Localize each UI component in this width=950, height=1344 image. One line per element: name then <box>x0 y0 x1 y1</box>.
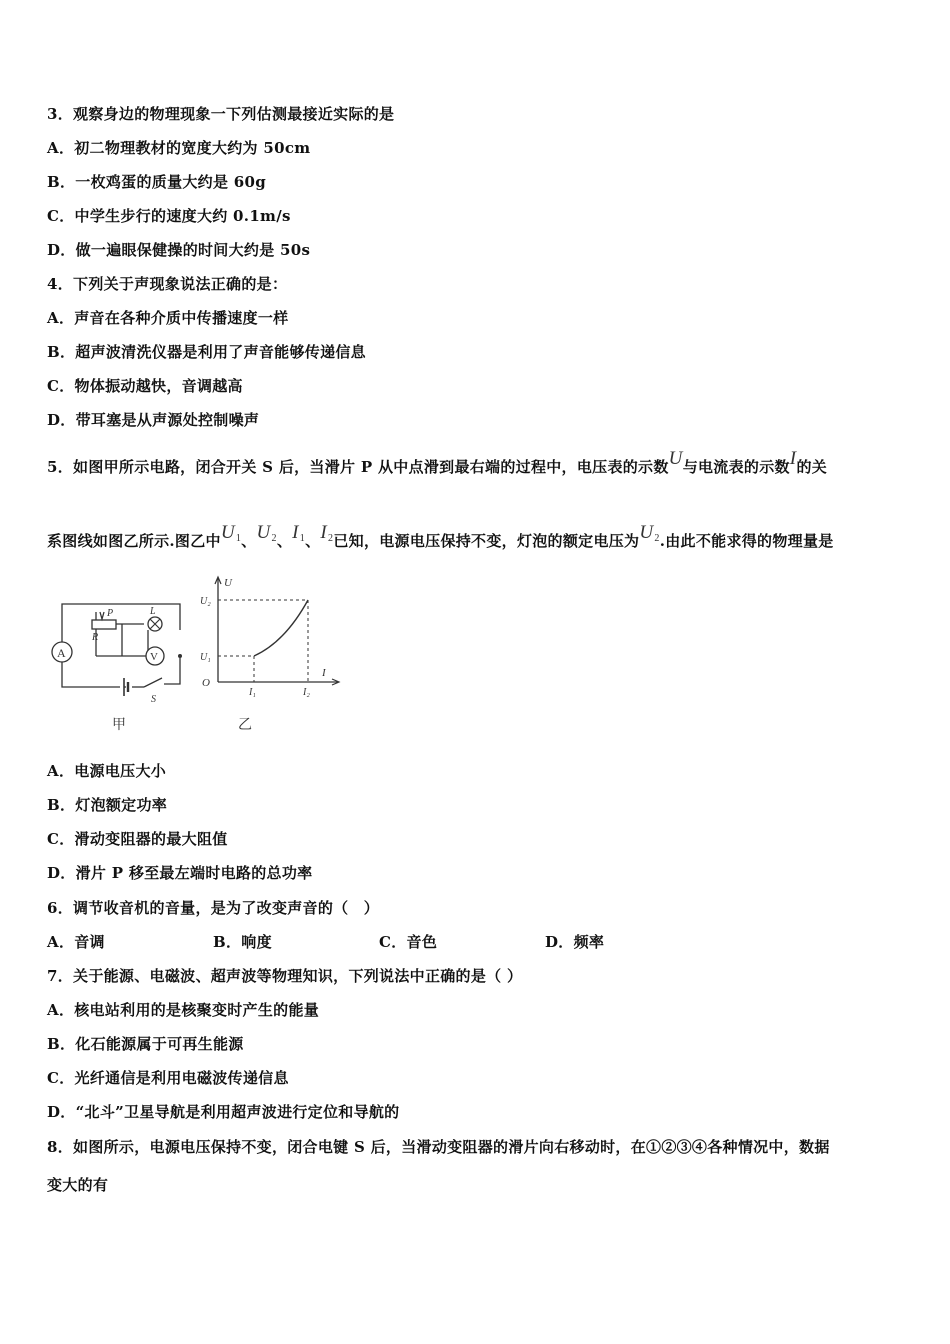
q5-var-u2: U <box>256 522 271 543</box>
tick-label-u1: U₁ <box>200 652 211 663</box>
q5-option-d: D．滑片 P 移至最左端时电路的总功率 <box>47 864 313 882</box>
q5-var-i: I <box>789 448 797 469</box>
label-r: R <box>92 632 99 643</box>
ammeter-label: A <box>57 646 66 660</box>
q5-option-b: B．灯泡额定功率 <box>47 796 168 814</box>
tick-label-u2: U₂ <box>200 596 211 607</box>
q5-figure-svg <box>40 572 360 742</box>
q5-sep-1: 、 <box>241 532 257 550</box>
q5-option-a: A．电源电压大小 <box>47 762 167 780</box>
label-p: P <box>107 608 114 619</box>
q4-option-a: A．声音在各种介质中传播速度一样 <box>47 309 289 327</box>
q5-var-u1: U <box>220 522 235 543</box>
q5-sub-u2: 2 <box>271 533 277 544</box>
q6-option-a: A．音调 <box>47 933 105 951</box>
label-l: L <box>150 606 156 617</box>
q5-sub-u1: 1 <box>235 533 242 544</box>
q5-stem-line2 <box>47 522 834 552</box>
q3-option-c: C．中学生步行的速度大约 0.1m/s <box>47 207 291 225</box>
axis-label-u: U <box>224 577 232 589</box>
q4-option-b: B．超声波清洗仪器是利用了声音能够传递信息 <box>47 343 366 361</box>
q5-option-c: C．滑动变阻器的最大阻值 <box>47 830 228 848</box>
q5-sub-i2: 2 <box>328 533 334 544</box>
q7-option-d: D．“北斗”卫星导航是利用超声波进行定位和导航的 <box>47 1103 400 1121</box>
q5-text-1c: 的关 <box>796 458 828 476</box>
q8-stem-line1: 8．如图所示，电源电压保持不变，闭合电键 S 后，当滑动变阻器的滑片向右移动时，在①②③④各种情况中，数据 <box>47 1138 830 1156</box>
q6-stem: 6．调节收音机的音量，是为了改变声音的（ ） <box>47 899 380 917</box>
q3-option-a: A．初二物理教材的宽度大约为 50cm <box>47 139 311 157</box>
tick-label-i1: I₁ <box>249 687 256 698</box>
q5-var-i2: I <box>320 522 328 543</box>
axis-label-i: I <box>322 667 326 679</box>
voltmeter-label: V <box>150 651 158 663</box>
q6-options <box>47 931 711 952</box>
q5-text-2c: .由此不能求得的物理量是 <box>659 532 834 550</box>
figure-yi-caption: 乙 <box>238 717 252 733</box>
q6-option-d: D．频率 <box>545 933 605 951</box>
figure-jia-caption: 甲 <box>112 717 126 733</box>
q7-option-a: A．核电站利用的是核聚变时产生的能量 <box>47 1001 320 1019</box>
q4-option-c: C．物体振动越快，音调越高 <box>47 377 243 395</box>
q3-option-d: D．做一遍眼保健操的时间大约是 50s <box>47 241 311 259</box>
ui-curve <box>254 600 308 656</box>
origin-label: O <box>202 677 210 689</box>
q5-text-2a: 系图线如图乙所示.图乙中 <box>47 532 221 550</box>
junction-dot <box>178 654 182 658</box>
q5-var-i1: I <box>292 522 299 543</box>
q4-stem: 4．下列关于声现象说法正确的是： <box>47 275 288 293</box>
q3-stem: 3．观察身边的物理现象一下列估测最接近实际的是 <box>47 105 395 123</box>
q3-option-b: B．一枚鸡蛋的质量大约是 60g <box>47 173 267 191</box>
q5-figures <box>40 572 360 746</box>
q5-sep-2: 、 <box>276 532 293 550</box>
q5-text-2b: 已知，电源电压保持不变，灯泡的额定电压为 <box>333 532 640 550</box>
q5-sub-i1: 1 <box>299 533 306 544</box>
q5-sep-3: 、 <box>305 532 321 550</box>
q6-option-c: C．音色 <box>379 933 438 951</box>
q5-text-1b: 与电流表的示数 <box>682 458 790 476</box>
label-s: S <box>151 694 156 705</box>
q5-var-u2-rated: U <box>639 522 654 543</box>
q5-var-u: U <box>668 448 683 469</box>
q5-stem-line1 <box>47 448 828 478</box>
q7-option-c: C．光纤通信是利用电磁波传递信息 <box>47 1069 289 1087</box>
q5-sub-u2-rated: 2 <box>654 533 660 544</box>
q7-stem: 7．关于能源、电磁波、超声波等物理知识，下列说法中正确的是（ ） <box>47 967 523 985</box>
q4-option-d: D．带耳塞是从声源处控制噪声 <box>47 411 260 429</box>
q7-option-b: B．化石能源属于可再生能源 <box>47 1035 244 1053</box>
q6-option-b: B．响度 <box>213 933 272 951</box>
ui-graph <box>215 577 339 685</box>
q5-text-1a: 5．如图甲所示电路，闭合开关 S 后，当滑片 P 从中点滑到最右端的过程中，电压表的示数 <box>47 458 669 476</box>
q8-stem-line2: 变大的有 <box>47 1176 109 1194</box>
tick-label-i2: I₂ <box>303 687 310 698</box>
